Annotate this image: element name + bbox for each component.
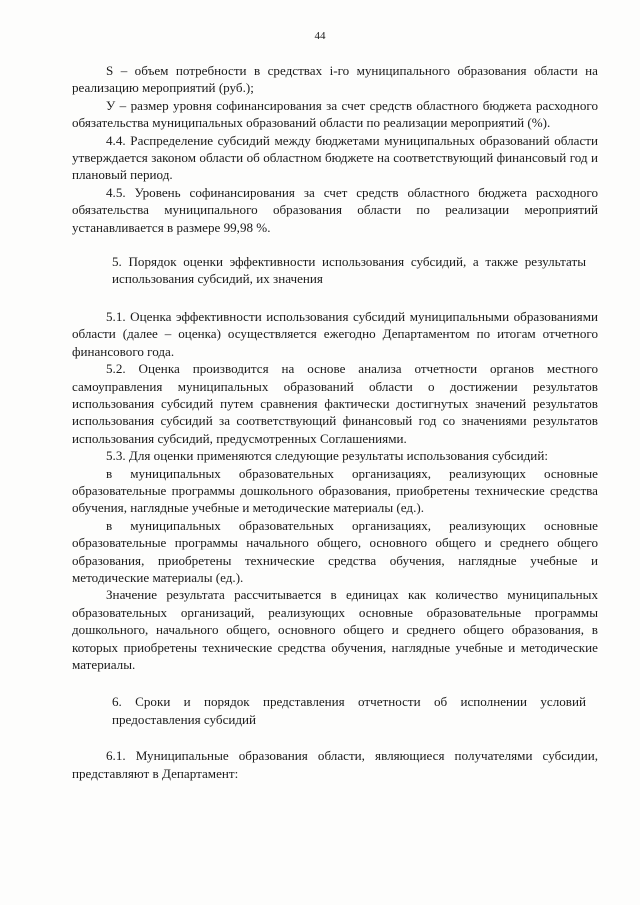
paragraph-result-preschool: в муниципальных образовательных организациях, реализующих основные образовательные программы дошкольного образования, приобретены технические средства обучения, наглядные учебные и методические материалы (ед.).	[72, 465, 598, 516]
document-body	[72, 62, 598, 782]
paragraph-u-definition: У – размер уровня софинансирования за счет средств областного бюджета расходного обязательства муниципальных образований области по реализации мероприятий (%).	[72, 97, 598, 131]
spacer	[72, 236, 598, 253]
spacer	[72, 728, 598, 747]
spacer	[72, 673, 598, 693]
paragraph-6-1: 6.1. Муниципальные образования области, являющиеся получателями субсидии, представляют в Департамент:	[72, 748, 598, 781]
paragraph-5-3: 5.3. Для оценки применяются следующие результаты использования субсидий:	[106, 448, 548, 464]
paragraph-result-value: Значение результата рассчитывается в единицах как количество муниципальных образовательных организаций, реализующих основные образовательные программы дошкольного, начального общего, основного общего и среднего общего образования, в которых приобретены технические средства обучения, наглядные учебные и методические материалы.	[72, 587, 598, 672]
paragraph-result-general: в муниципальных образовательных организациях, реализующих основные образовательные программы начального общего, основного общего и среднего общего образования, приобретены технические средства обучения, наглядные учебные и методические материалы (ед.).	[72, 517, 598, 585]
paragraph-4-4: 4.4. Распределение субсидий между бюджетами муниципальных образований области утверждается законом области об областном бюджете на соответствующий финансовый год и плановый период.	[72, 132, 598, 183]
spacer	[72, 288, 598, 308]
paragraph-4-5: 4.5. Уровень софинансирования за счет средств областного бюджета расходного обязательства муниципального образования области по реализации мероприятий устанавливается в размере 99,98 %.	[72, 184, 598, 235]
section-5-heading: 5. Порядок оценки эффективности использования субсидий, а также результаты использования субсидий, их значения	[112, 254, 586, 287]
paragraph-5-2: 5.2. Оценка производится на основе анализа отчетности органов местного самоуправления муниципальных образований области о достижении результатов использования субсидий путем сравнения фактически достигнутых значений результатов использования субсидий за соответствующий финансовый год со значениями результатов использования субсидий, предусмотренных Соглашениями.	[72, 361, 598, 446]
page-number: 44	[314, 30, 326, 42]
section-6-heading: 6. Сроки и порядок представления отчетности об исполнении условий предоставления субсидий	[112, 694, 586, 727]
paragraph-5-1: 5.1. Оценка эффективности использования субсидий муниципальными образованиями области (далее – оценка) осуществляется ежегодно Департаментом по итогам отчетного финансового года.	[72, 308, 598, 359]
paragraph-s-definition: S – объем потребности в средствах i-го муниципального образования области на реализацию мероприятий (руб.);	[72, 63, 598, 96]
